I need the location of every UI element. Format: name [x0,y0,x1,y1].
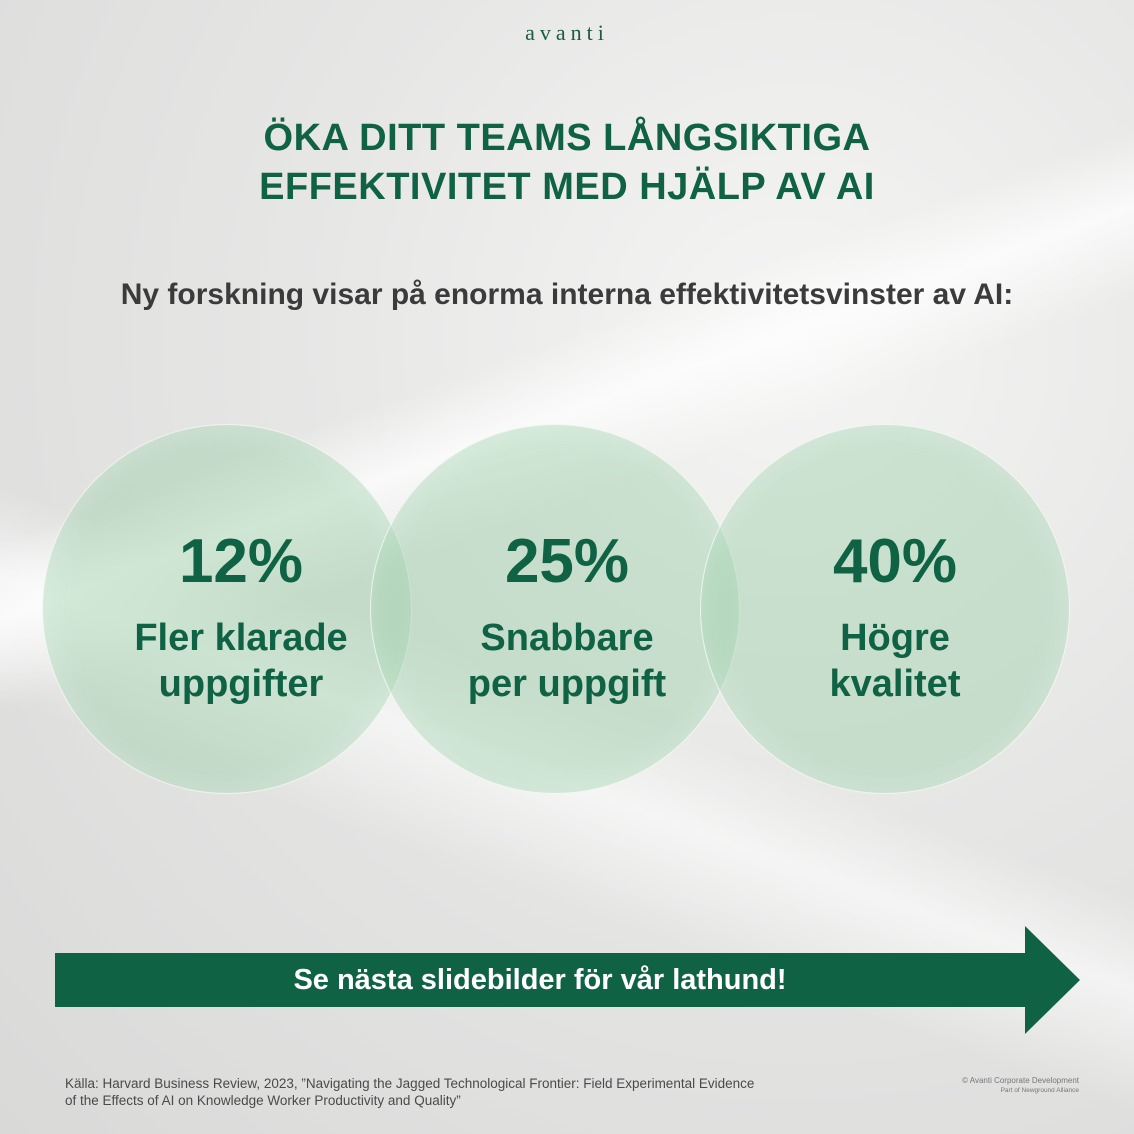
stat-label [710,615,1080,707]
stat-value: 12% [178,527,304,596]
stat-label-line-2: per uppgift [467,663,667,705]
copyright-line-1: © Avanti Corporate Development [962,1076,1079,1085]
stat-label [56,615,426,707]
stat-value: 25% [504,527,630,596]
stat-label-line-2: kvalitet [829,663,961,705]
stat-label-line-1: Snabbare [480,617,654,659]
stat-faster-tasks [382,524,752,707]
stat-value: 40% [832,527,958,596]
next-slides-cta[interactable]: Se nästa slidebilder för vår lathund! [293,963,787,996]
stat-label-line-2: uppgifter [158,663,324,705]
page-title [0,114,1134,212]
stat-higher-quality [710,524,1080,707]
page-title-line-2: EFFEKTIVITET MED HJÄLP AV AI [259,166,875,208]
copyright-notice [962,1076,1079,1095]
copyright-line-2: Part of Newground Alliance [1000,1087,1079,1094]
stat-label [382,615,752,707]
source-line-1: Källa: Harvard Business Review, 2023, ”Navigating the Jagged Technological Frontier: Field Experimental Evidence [65,1076,755,1091]
stat-label-line-1: Högre [840,617,950,659]
stat-completed-tasks [56,524,426,707]
page-subtitle: Ny forskning visar på enorma interna effektivitetsvinster av AI: [120,278,1014,311]
avanti-logo: avanti [525,20,609,45]
page-title-line-1: ÖKA DITT TEAMS LÅNGSIKTIGA [263,117,871,159]
stat-label-line-1: Fler klarade [134,617,348,659]
source-line-2: of the Effects of AI on Knowledge Worker Productivity and Quality” [65,1093,461,1108]
source-citation [65,1075,865,1109]
